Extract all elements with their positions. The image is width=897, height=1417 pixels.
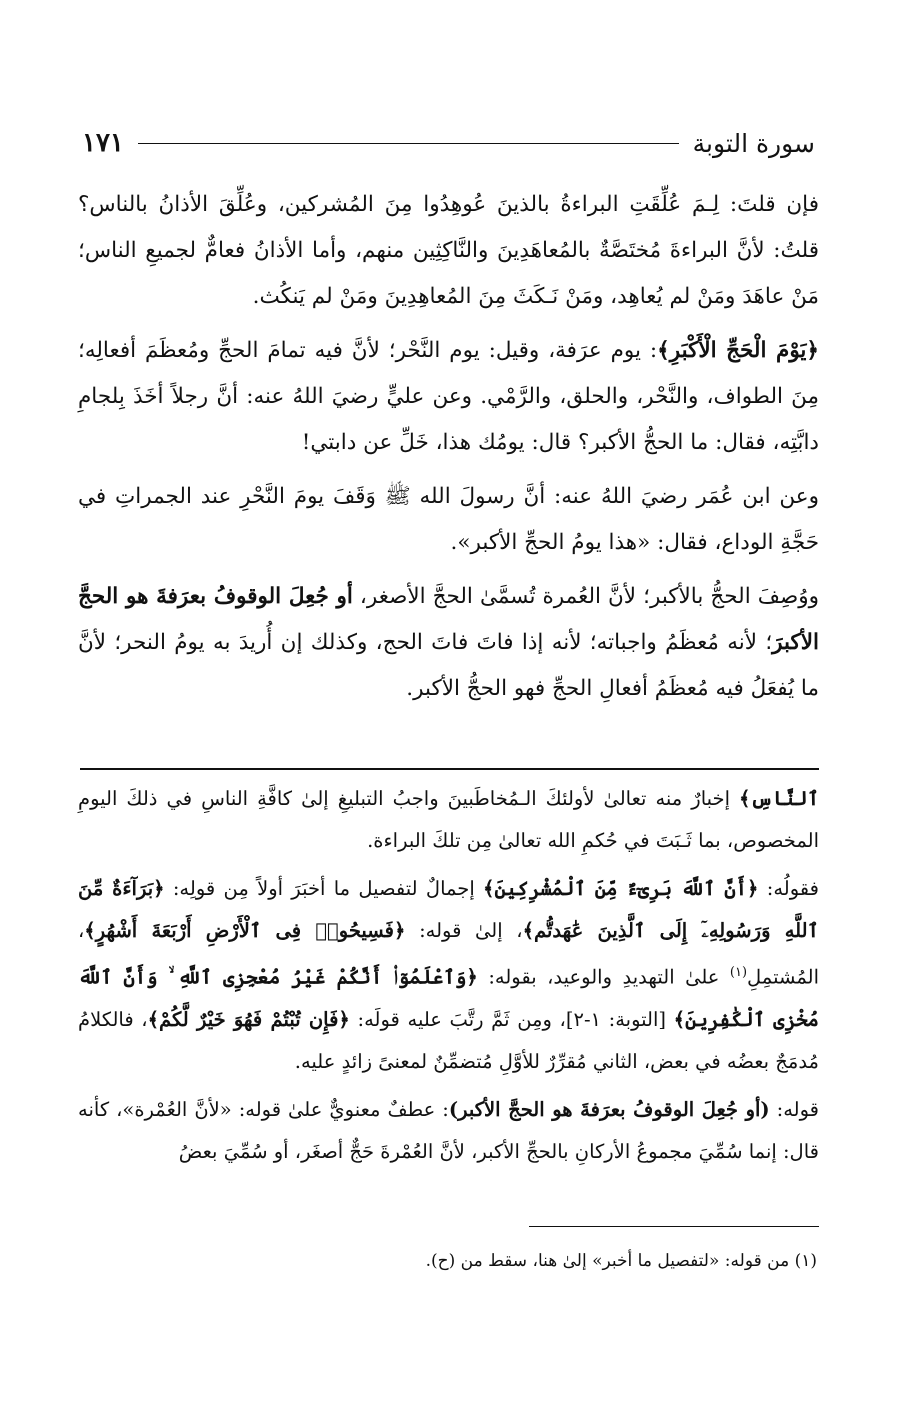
main-paragraph-2-text: : يوم عرَفة، وقيل: يوم النَّحْر؛ لأنَّ فيه تمامَ الحجِّ ومُعظَمَ أفعالِه؛ مِنَ الطواف، والنَّحْر، والحلق، والرَّمْي. وعن عليٍّ رضيَ اللهُ عنه: أنَّ رجلاً أخَذَ بِلجامِ دابَّتِه، فقال: ما الحجُّ الأكبر؟ قال: يومُك هذا، خَلِّ عن دابتي! [78,338,819,455]
main-paragraph-4 [78,574,819,712]
header-rule [138,143,679,144]
footnote: (١) من قوله: «لتفصيل ما أخبر» إلىٰ هنا، سقط من (ح). [425,1251,817,1271]
main-paragraph-4-a: ووُصِفَ الحجُّ بالأكبر؛ لأنَّ العُمرة تُسمَّىٰ الحجَّ الأصغر، [352,584,819,609]
commentary-text: فقولُه: [758,877,819,900]
commentary-paragraph-1-text: إخبارٌ منه تعالىٰ لأولئكَ الـمُخاطَبينَ واجبُ التبليغِ إلىٰ كافَّةِ الناسِ في ذلكَ اليومِ المخصوص، بما ثَـبَتَ في حُكمِ الله تعالىٰ مِن تلكَ البراءة. [78,787,819,852]
commentary-paragraph-2 [78,868,819,1083]
main-paragraph-3: وعن ابن عُمَر رضيَ اللهُ عنه: أنَّ رسولَ الله ﷺ وَقَفَ يومَ النَّحْرِ عند الجمراتِ في حَجَّةِ الوداع، فقال: «هذا يومُ الحجِّ الأكبر». [78,484,819,555]
commentary-text: ، إلىٰ قوله: [405,919,523,942]
running-title: سورة التوبة [692,128,815,158]
quran-quote: ﴿فَإِن تُبْتُمْ فَهُوَ خَيْرٌ لَّكُمْ﴾ [147,1007,350,1031]
quran-quote: ٱلنَّاسِ﴾ [739,787,819,810]
commentary-text: علىٰ التهديدِ والوعيد، بقوله: [477,965,730,989]
commentary-text: [التوبة: ١-٢]، ومِن ثَمَّ رتَّبَ عليه قولَه: [349,1007,674,1031]
commentary-divider [80,768,819,770]
quran-quote: ﴿بَرَآءَةٌ مِّنَ ٱللَّهِ وَرَسُولِهِۦٓ إِلَى ٱلَّذِينَ عَٰهَدتُّم﴾ [78,877,819,942]
footnote-reference[interactable]: (١) [729,965,748,980]
commentary-paragraph-1 [78,778,819,862]
page-number: ١٧١ [82,128,124,158]
commentary [78,778,819,1179]
main-paragraph-2 [78,328,819,466]
main-paragraph-1: فإن قلتَ: لِـمَ عُلِّقَتِ البراءةُ بالذينَ عُوهِدُوا مِنَ المُشركين، وعُلِّقَ الأذانُ بالناس؟ قلتُ: لأنَّ البراءةَ مُختَصَّةٌ بالمُعاهَدِينَ والنَّاكِثِين منهم، وأما الأذانُ فعامٌّ لجميعِ الناس؛ مَنْ عاهَدَ ومَنْ لم يُعاهِد، ومَنْ نَـكَثَ مِنَ المُعاهِدِينَ ومَنْ لم يَنكُث. [78,192,819,309]
footnote-rule [529,1226,819,1227]
quran-quote: ﴿أَنَّ ٱللَّهَ بَرِىٓءٌ مِّنَ ٱلْمُشْرِكِينَ﴾ [483,877,759,900]
commentary-text: ، فالكلامُ مُدمَجٌ بعضُه في بعض، الثاني مُقرِّرٌ للأوَّلِ مُتضمِّنٌ لمعنىً زائدٍ عليه. [78,1007,819,1073]
commentary-text: ، المُشتمِلِ [78,919,819,989]
quran-quote: ﴿فَسِيحُوا۟ فِى ٱلْأَرْضِ أَرْبَعَةَ أَشْهُرٍ﴾ [84,919,406,942]
page-header [82,118,815,168]
main-paragraph-4-bold: أو جُعِلَ الوقوفُ بعرَفةَ هو الحجَّ الأكبرَ [78,584,819,655]
main-text [78,182,819,720]
quran-quote: ﴿يَوْمَ الْحَجِّ الْأَكْبَرِ﴾ [657,338,820,363]
commentary-text: : عطفٌ معنويٌّ علىٰ قوله: «لأنَّ العُمْرة»، كأنه قال: إنما سُمِّيَ مجموعُ الأركانِ بالحجِّ الأكبر، لأنَّ العُمْرةَ حَجٌّ أصغَر، أو سُمِّيَ بعضُ [78,1097,819,1163]
commentary-text: إجمالٌ لتفصيل ما أخبَرَ أولاً مِن قولِه: [164,877,484,900]
commentary-bold-lemma: (أو جُعِلَ الوقوفُ بعرَفةَ هو الحجَّ الأكبر) [448,1097,770,1121]
quran-quote: ﴿وَٱعْلَمُوٓا۟ أَنَّكُمْ غَيْرُ مُعْجِزِى ٱللَّهِ ۙ وَأَنَّ ٱللَّهَ مُخْزِى ٱلْكَٰفِرِينَ﴾ [78,965,819,1031]
main-paragraph-4-b: ؛ لأنه مُعظَمُ واجباته؛ لأنه إذا فاتَ فاتَ الحج، وكذلك إن أُريدَ به يومُ النحر؛ لأنَّ ما يُفعَلُ فيه مُعظَمُ أفعالِ الحجِّ فهو الحجُّ الأكبر. [78,630,819,701]
commentary-paragraph-3 [78,1089,819,1173]
commentary-text: قوله: [769,1097,819,1121]
